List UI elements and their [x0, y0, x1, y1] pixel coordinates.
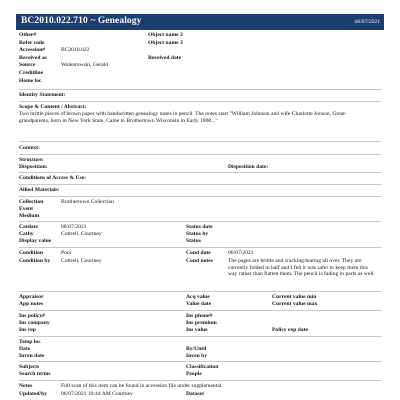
cond-notes-label: Cond notes [186, 258, 213, 264]
record-sections [19, 0, 381, 400]
appraisor-label: Appraisor [19, 294, 44, 300]
identity-statement-label: Identity Statement: [19, 92, 66, 98]
status-label: Status [186, 238, 201, 244]
structure-label: Structure: [19, 157, 44, 163]
notes-value: Full scan of this item can be found in accession file under supplemental. [61, 383, 223, 389]
event-label: Event [19, 206, 33, 212]
divider [19, 154, 381, 155]
ins-value-label: Ins value [186, 327, 208, 333]
source-value: Walentowski, Gerald [61, 62, 109, 69]
record-title: BC2010.022.710 ~ Genealogy [21, 16, 142, 27]
catby-value: Cottrell, Courtney [61, 231, 102, 237]
scope-label: Scope & Content / Abstract: [19, 104, 87, 110]
divider [19, 172, 381, 173]
condition-by-value: Cottrell, Courtney [61, 258, 102, 264]
status-date-label: Status date [186, 224, 213, 230]
condition-label: Condition [19, 250, 43, 256]
temp-loc-label: Temp loc [19, 339, 41, 345]
received-as-label: Received as [19, 54, 47, 61]
subjects-label: Subjects [19, 364, 40, 370]
display-value-label: Display value [19, 238, 52, 244]
home-loc-label: Home loc [19, 77, 42, 84]
scope-text: Two brittle pieces of brown paper with handwritten genealogy notes in pencil. The notes start "William Johnson and wife Charlotte Jonson, Great-grandparents, born in New York State, Came to Brothertown Wisconsin in Early 1800..." [19, 111, 347, 124]
divider [19, 184, 381, 185]
catdate-label: Catdate [19, 224, 38, 230]
acq-value-label: Acq value [186, 294, 210, 300]
catdate-value: 06/07/2021 [61, 224, 87, 230]
inven-date-label: Inven date [19, 353, 45, 359]
updated-by-label: Updated/by [19, 391, 47, 397]
other-num-label: Other# [19, 32, 37, 38]
people-label: People [186, 371, 202, 377]
condition-by-label: Condition by [19, 258, 51, 264]
dataset-label: Dataset [186, 391, 205, 397]
disposition-label: Disposition: [19, 164, 48, 170]
updated-by-value: 06/07/2021 10:44 AM Courtney [61, 391, 133, 397]
divider [19, 247, 381, 248]
divider [19, 361, 381, 362]
object-name-3-label: Object name 3 [148, 39, 183, 46]
current-value-min-label: Current value min [272, 294, 317, 300]
received-date-label: Received date [148, 54, 182, 61]
ins-premium-label: Ins premium [186, 320, 217, 326]
context-label: Context: [19, 145, 40, 151]
catby-label: Catby [19, 231, 34, 237]
conditions-label: Conditions of Access & Use: [19, 175, 87, 181]
divider [19, 101, 381, 102]
cond-notes-value: The pages are brittle and cracking/tearing all over. They are currently folded in half and I felt it was safer to keep them this way rather than flatten them. The pencil is fading in parts as well. [228, 258, 375, 278]
condition-value: Poor [61, 250, 72, 256]
inven-by-label: Inven by [186, 353, 207, 359]
divider [19, 196, 381, 197]
classification-label: Classification [186, 364, 219, 370]
cond-date-label: Cond date [186, 250, 211, 256]
creditline-label: Creditline [19, 69, 44, 76]
record-date: 06/07/2021 [354, 18, 380, 25]
ins-policy-label: Ins policy# [19, 313, 45, 319]
disposition-date-label: Disposition date: [228, 164, 269, 170]
allied-materials-label: Allied Materials: [19, 187, 60, 193]
divider [19, 336, 381, 337]
medium-label: Medium [19, 213, 40, 219]
ins-rep-label: Ins rep [19, 327, 36, 333]
ins-company-label: Ins company [19, 320, 50, 326]
divider [19, 380, 381, 381]
divider [19, 141, 381, 142]
accession-value: BC2010.022 [61, 47, 90, 54]
object-name-2-label: Object name 2 [148, 32, 183, 38]
notes-label: Notes [19, 383, 33, 389]
collection-label: Collection [19, 199, 44, 205]
value-date-label: Value date [186, 301, 212, 307]
policy-exp-date-label: Policy exp date [272, 327, 309, 333]
divider [19, 89, 381, 90]
search-terms-label: Search terms [19, 371, 51, 377]
accession-label: Accession# [19, 47, 46, 54]
status-by-label: Status by [186, 231, 209, 237]
date-label: Date [19, 346, 31, 352]
cond-date-value: 06/07/2021 [228, 250, 254, 256]
refer-code-label: Refer code [19, 39, 45, 46]
source-label: Source [19, 62, 36, 69]
divider [19, 310, 381, 311]
collection-value: Brothertown Collection [61, 199, 114, 205]
current-value-max-label: Current value max [272, 301, 318, 307]
divider [19, 291, 381, 292]
divider [19, 221, 381, 222]
by-until-label: By/Until [186, 346, 207, 352]
ins-phone-label: Ins phone# [186, 313, 213, 319]
app-notes-label: App notes [19, 301, 44, 307]
